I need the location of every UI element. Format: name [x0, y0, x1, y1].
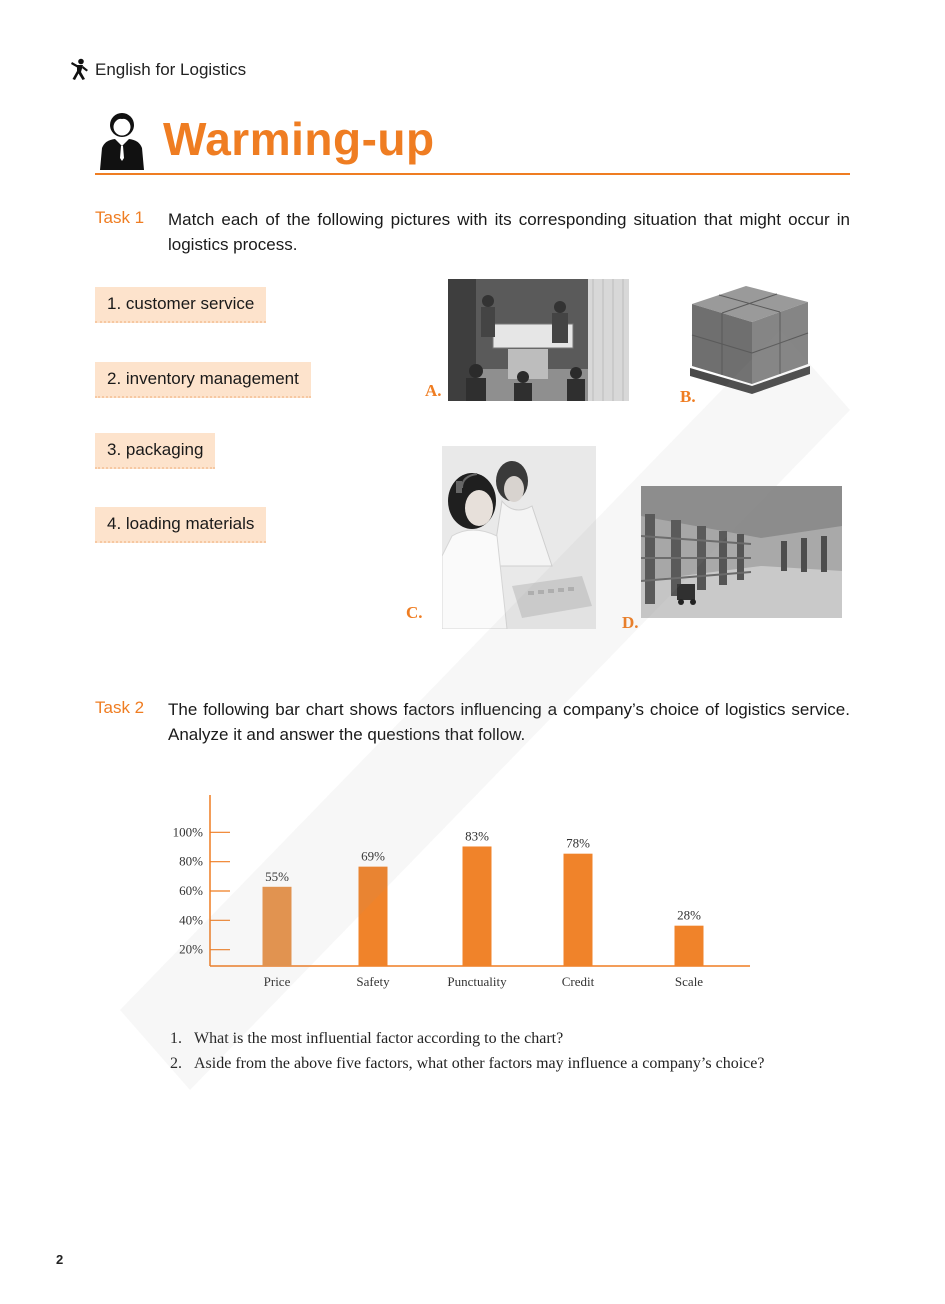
- task1-instruction: Match each of the following pictures with its corresponding situation that might occur in logistics process.: [168, 210, 850, 254]
- picture-d-label: D.: [622, 613, 639, 632]
- photo-call-center: [442, 446, 596, 629]
- bar-value-label: 55%: [265, 868, 289, 884]
- runner-icon: [68, 58, 90, 82]
- match-item: 4. loading materials: [95, 507, 266, 543]
- task1-label: Task 1: [95, 208, 145, 227]
- section-divider: [95, 173, 850, 175]
- bar-price: [263, 887, 292, 966]
- bar-value-label: 69%: [361, 848, 385, 864]
- category-label: Price: [263, 974, 291, 989]
- y-tick-label: 60%: [179, 883, 203, 898]
- task2-label: Task 2: [95, 698, 145, 717]
- bar-value-label: 78%: [566, 835, 590, 851]
- bar-chart: [150, 790, 760, 1000]
- y-tick-label: 80%: [179, 853, 203, 869]
- question-1: [170, 1030, 563, 1048]
- question-2-number: 2.: [170, 1055, 182, 1072]
- y-tick-label: 40%: [179, 912, 203, 928]
- picture-b-label: B.: [680, 387, 696, 406]
- picture-c-label: C.: [406, 603, 423, 622]
- question-2-text: Aside from the above five factors, what other factors may influence a company’s choice?: [194, 1055, 765, 1072]
- category-label: Punctuality: [447, 974, 507, 989]
- question-1-text: What is the most influential factor according to the chart?: [194, 1030, 564, 1047]
- page-number: 2: [56, 1252, 64, 1267]
- book-title: English for Logistics: [95, 60, 247, 79]
- photo-warehouse: [641, 486, 842, 618]
- match-item: 2. inventory management: [95, 362, 311, 398]
- picture-a-label: A.: [425, 381, 442, 400]
- match-item: 3. packaging: [95, 433, 215, 469]
- match-item: 1. customer service: [95, 287, 266, 323]
- photo-boxes-pallet: [686, 282, 812, 394]
- section-title: Warming-up: [163, 113, 435, 165]
- task2-instruction: The following bar chart shows factors influencing a company’s choice of logistics service. Analyze it and answer the questions that follow.: [168, 700, 850, 744]
- bar-value-label: 28%: [677, 907, 701, 923]
- y-tick-label: 20%: [179, 941, 203, 957]
- question-1-number: 1.: [170, 1030, 182, 1047]
- businessman-icon: [97, 110, 147, 170]
- y-tick-label: 100%: [172, 824, 203, 840]
- bar-credit: [564, 854, 593, 966]
- bar-scale: [675, 926, 704, 966]
- category-label: Scale: [674, 974, 704, 989]
- photo-loading-truck: [448, 279, 629, 401]
- category-label: Safety: [356, 974, 390, 989]
- question-2: [170, 1055, 764, 1073]
- category-label: Credit: [561, 974, 595, 989]
- bar-safety: [359, 867, 388, 966]
- bar-value-label: 83%: [465, 828, 489, 844]
- bar-punctuality: [463, 846, 492, 966]
